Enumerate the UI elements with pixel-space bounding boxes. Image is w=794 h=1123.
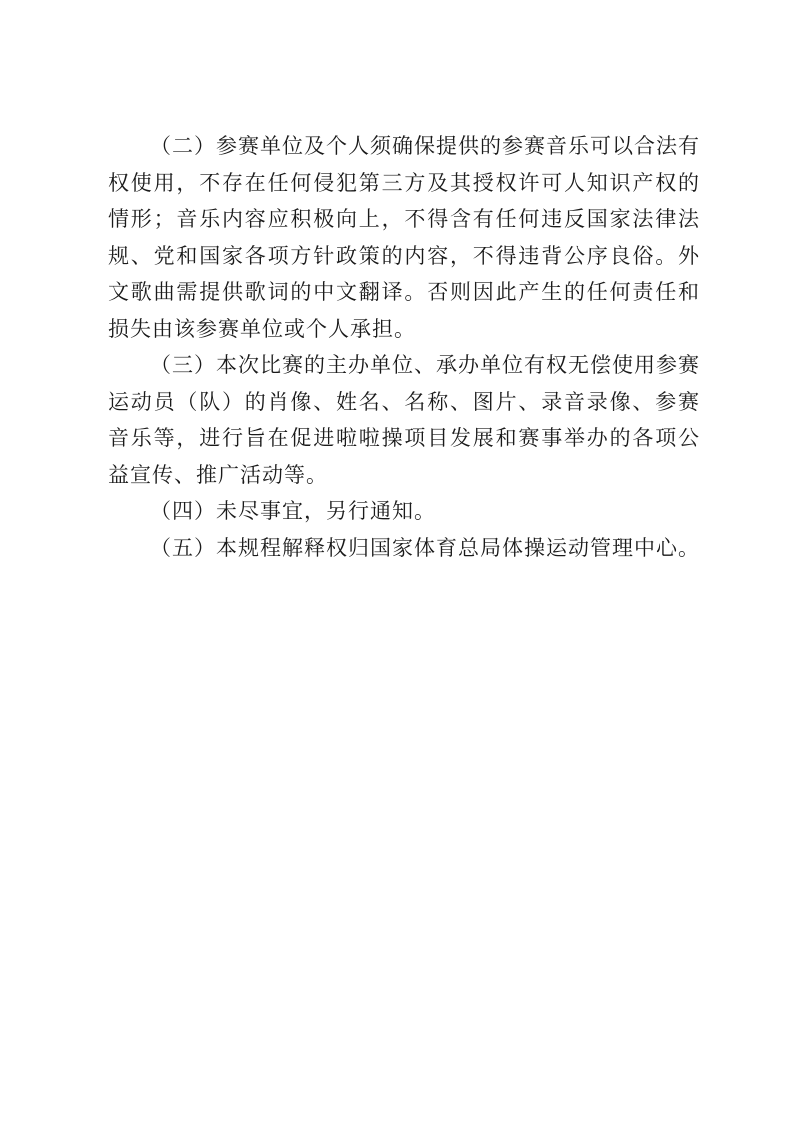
document-body — [108, 128, 700, 566]
paragraph-other-matters: （四）未尽事宜，另行通知。 — [150, 499, 436, 523]
paragraph-music-rights: （二）参赛单位及个人须确保提供的参赛音乐可以合法有权使用，不存在任何侵犯第三方及其授权许可人知识产权的情形；音乐内容应积极向上，不得含有任何违反国家法律法规、党和国家各项方针政策的内容，不得违背公序良俗。外文歌曲需提供歌词的中文翻译。否则因此产生的任何责任和损失由该参赛单位或个人承担。 — [108, 134, 700, 341]
paragraph-portrait-rights: （三）本次比赛的主办单位、承办单位有权无偿使用参赛运动员（队）的肖像、姓名、名称、图片、录音录像、参赛音乐等，进行旨在促进啦啦操项目发展和赛事举办的各项公益宣传、推广活动等。 — [108, 353, 700, 487]
paragraph-interpretation: （五）本规程解释权归国家体育总局体操运动管理中心。 — [150, 535, 700, 560]
